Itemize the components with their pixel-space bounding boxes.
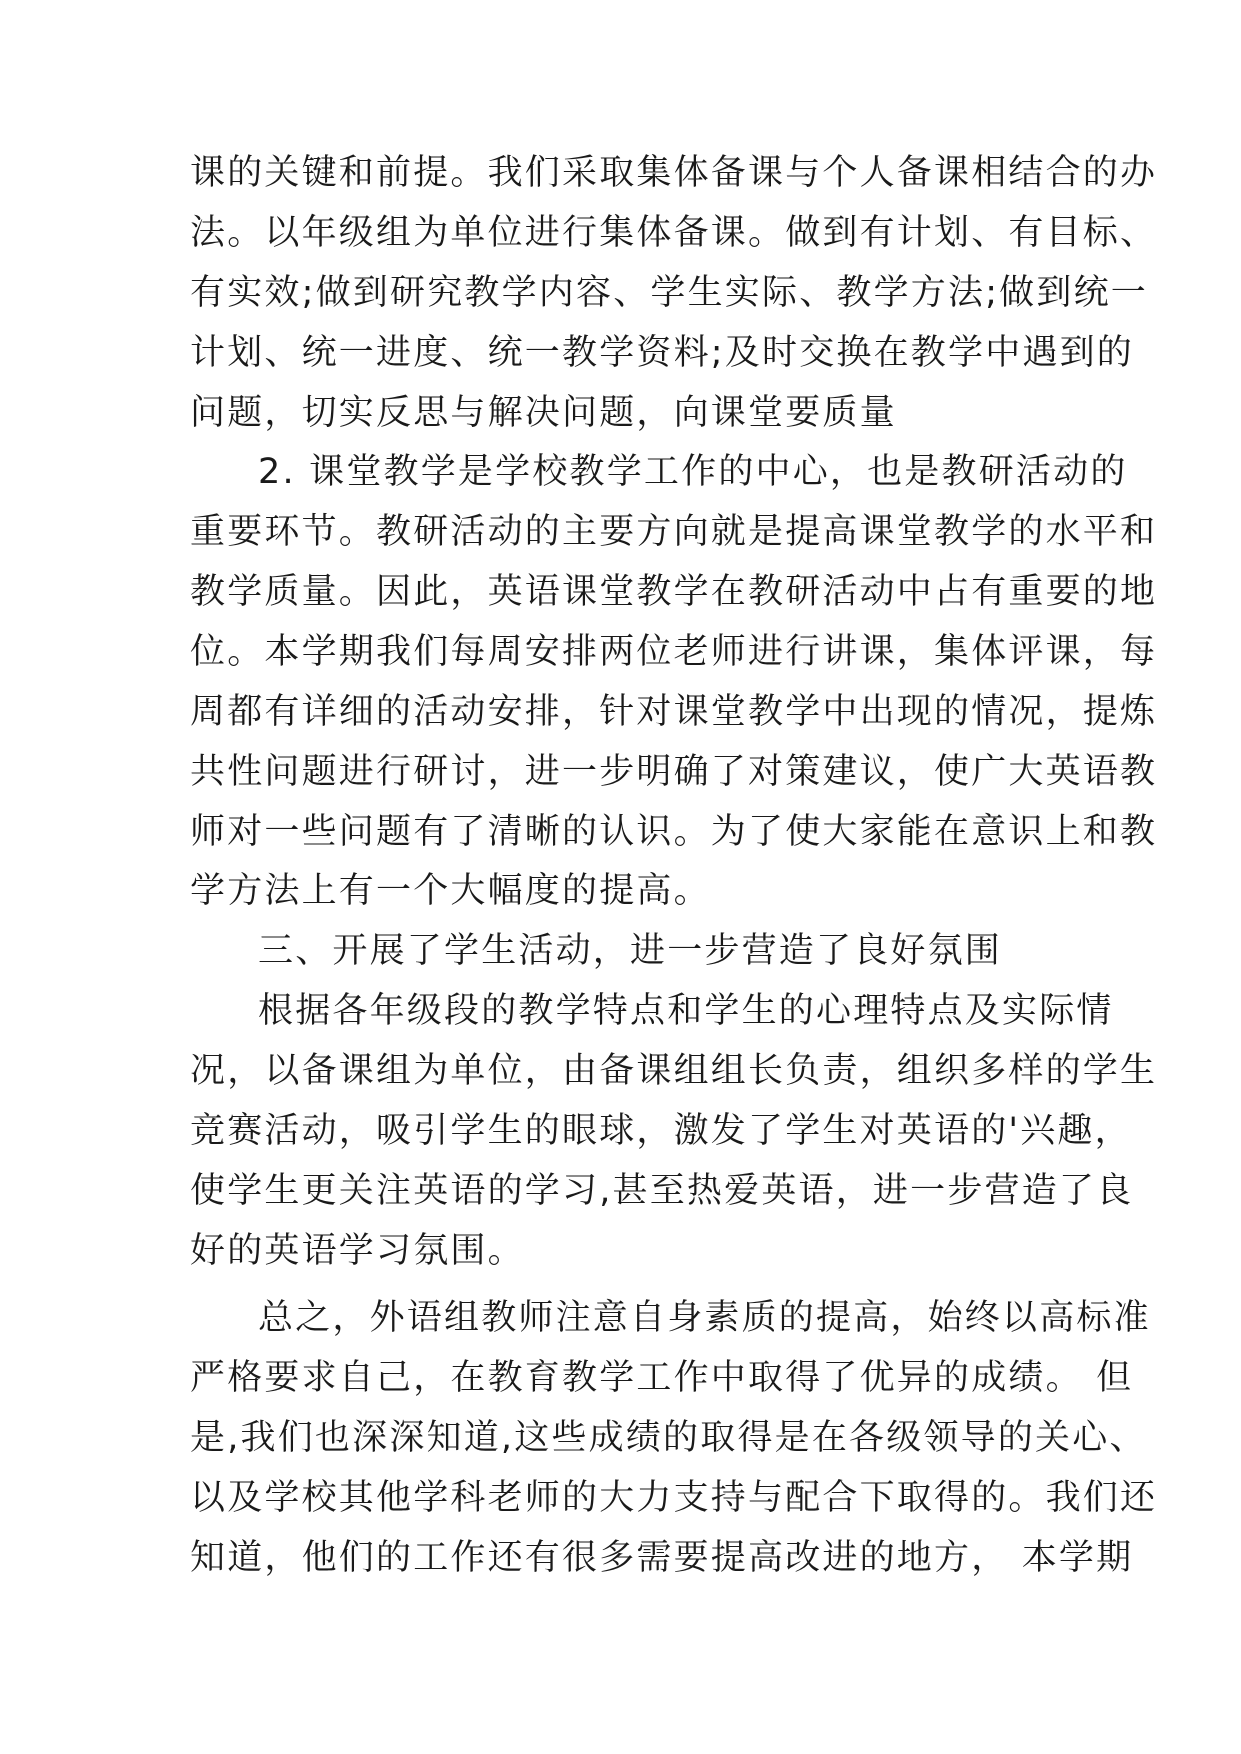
text-line: 根据各年级段的教学特点和学生的心理特点及实际情: [258, 991, 1114, 1031]
text-line: 竞赛活动，吸引学生的眼球，激发了学生对英语的'兴趣，: [190, 1111, 1132, 1151]
section-heading: 三、开展了学生活动，进一步营造了良好氛围: [258, 931, 1003, 971]
text-line: 况，以备课组为单位，由备课组组长负责，组织多样的学生: [190, 1051, 1158, 1091]
text-line: 使学生更关注英语的学习,甚至热爱英语，进一步营造了良: [190, 1171, 1134, 1211]
text-line: 2. 课堂教学是学校教学工作的中心，也是教研活动的: [258, 452, 1128, 492]
text-line: 重要环节。教研活动的主要方向就是提高课堂教学的水平和: [190, 512, 1158, 552]
text-line: 知道，他们的工作还有很多需要提高改进的地方， 本学期: [190, 1538, 1134, 1578]
text-line: 有实效;做到研究教学内容、学生实际、教学方法;做到统一: [190, 273, 1148, 313]
text-line: 位。本学期我们每周安排两位老师进行讲课，集体评课，每: [190, 632, 1158, 672]
text-line: 共性问题进行研讨，进一步明确了对策建议，使广大英语教: [190, 752, 1158, 792]
text-line: 计划、统一进度、统一教学资料;及时交换在教学中遇到的: [190, 333, 1134, 373]
text-line: 是,我们也深深知道,这些成绩的取得是在各级领导的关心、: [190, 1418, 1147, 1458]
text-line: 周都有详细的活动安排，针对课堂教学中出现的情况，提炼: [190, 692, 1158, 732]
text-line: 教学质量。因此，英语课堂教学在教研活动中占有重要的地: [190, 572, 1158, 612]
text-line: 严格要求自己，在教育教学工作中取得了优异的成绩。 但: [190, 1358, 1134, 1398]
text-line: 课的关键和前提。我们采取集体备课与个人备课相结合的办: [190, 153, 1158, 193]
text-line: 以及学校其他学科老师的大力支持与配合下取得的。我们还: [190, 1478, 1158, 1518]
text-line: 总之，外语组教师注意自身素质的提高，始终以高标准: [258, 1298, 1151, 1338]
text-line: 学方法上有一个大幅度的提高。: [190, 871, 711, 911]
text-line: 问题，切实反思与解决问题，向课堂要质量: [190, 393, 897, 433]
text-line: 好的英语学习氛围。: [190, 1231, 525, 1271]
text-line: 法。以年级组为单位进行集体备课。做到有计划、有目标、: [190, 213, 1158, 253]
text-line: 师对一些问题有了清晰的认识。为了使大家能在意识上和教: [190, 812, 1158, 852]
